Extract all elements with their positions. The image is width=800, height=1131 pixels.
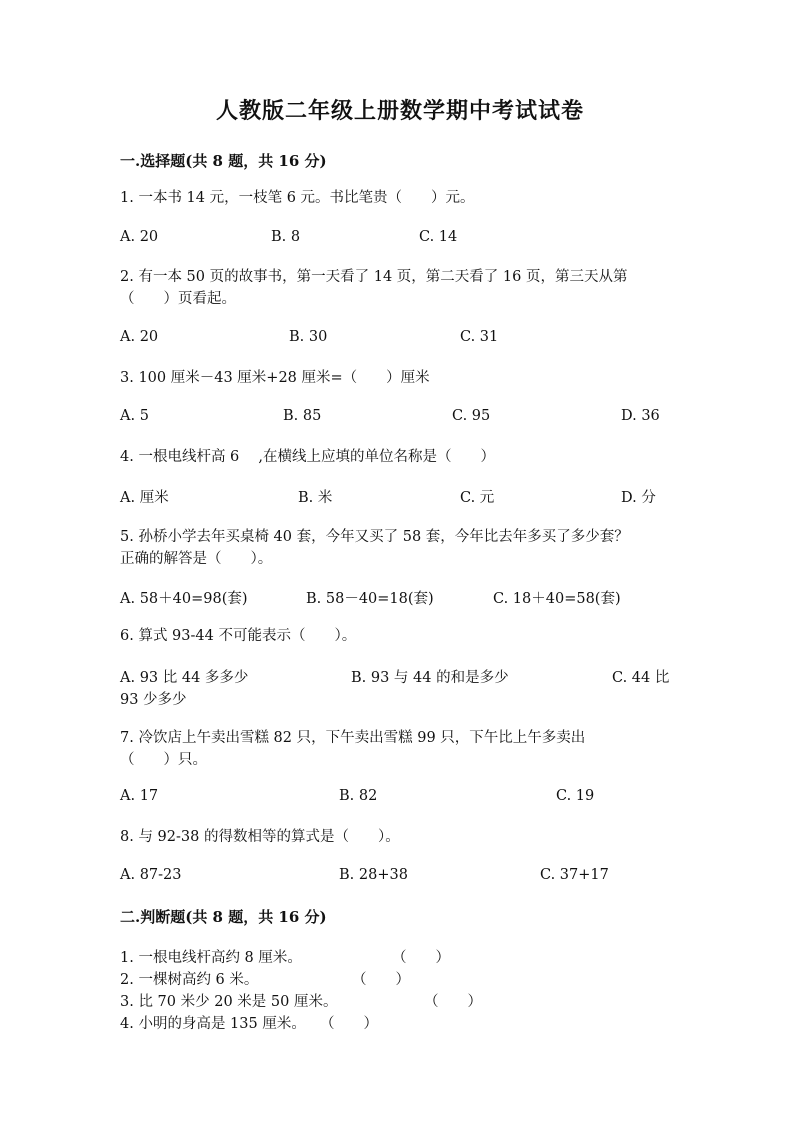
q4-option-b: B. 米 [298,490,333,506]
tf-item-1-blank: （ ） [392,950,450,966]
question-5-line2: 正确的解答是（ ）。 [120,551,273,567]
question-2-line1: 2. 有一本 50 页的故事书，第一天看了 14 页，第二天看了 16 页，第三天从第 [120,269,628,285]
tf-item-3: 3. 比 70 米少 20 米是 50 厘米。 [120,994,338,1010]
q1-option-b: B. 8 [271,229,301,245]
q1-option-c: C. 14 [419,229,458,245]
exam-title: 人教版二年级上册数学期中考试试卷 [215,98,584,124]
question-1: 1. 一本书 14 元，一枝笔 6 元。书比笔贵（ ）元。 [120,190,475,206]
question-5-line1: 5. 孙桥小学去年买桌椅 40 套，今年又买了 58 套，今年比去年多买了多少套？ [120,529,629,545]
question-4: 4. 一根电线杆高 6 ,在横线上应填的单位名称是（ ） [120,449,495,465]
section-heading-judgement: 二.判断题(共 8 题，共 16 分) [120,908,327,926]
q5-option-a: A. 58＋40=98(套) [120,591,248,607]
q8-option-c: C. 37+17 [540,867,609,883]
q7-option-a: A. 17 [120,788,159,804]
q8-option-b: B. 28+38 [339,867,408,883]
q4-option-a: A. 厘米 [120,490,169,506]
question-6: 6. 算式 93-44 不可能表示（ ）。 [120,628,357,644]
q6-option-b: B. 93 与 44 的和是多少 [351,670,509,686]
q2-option-b: B. 30 [289,329,328,345]
q3-option-a: A. 5 [120,408,149,424]
question-7-line1: 7. 冷饮店上午卖出雪糕 82 只，下午卖出雪糕 99 只，下午比上午多卖出 [120,730,586,746]
section-heading-choice: 一.选择题(共 8 题，共 16 分) [120,152,327,170]
tf-item-3-blank: （ ） [424,994,482,1010]
q3-option-c: C. 95 [452,408,491,424]
q7-option-c: C. 19 [556,788,595,804]
q6-option-a: A. 93 比 44 多多少 [120,670,249,686]
tf-item-4-blank: （ ） [320,1016,378,1032]
q4-option-c: C. 元 [460,490,495,506]
tf-item-1: 1. 一根电线杆高约 8 厘米。 [120,950,302,966]
q7-option-b: B. 82 [339,788,378,804]
question-8: 8. 与 92-38 的得数相等的算式是（ ）。 [120,829,400,845]
question-7-line2: （ ）只。 [120,752,207,768]
q1-option-a: A. 20 [120,229,159,245]
q5-option-c: C. 18＋40=58(套) [493,591,621,607]
tf-item-2-blank: （ ） [352,972,410,988]
q3-option-b: B. 85 [283,408,322,424]
q4-option-d: D. 分 [621,490,656,506]
question-3: 3. 100 厘米－43 厘米+28 厘米=（ ）厘米 [120,370,430,386]
q2-option-c: C. 31 [460,329,499,345]
q5-option-b: B. 58－40=18(套) [306,591,434,607]
q6-option-c: C. 44 比 [612,670,670,686]
tf-item-2: 2. 一棵树高约 6 米。 [120,972,259,988]
tf-item-4: 4. 小明的身高是 135 厘米。 [120,1016,306,1032]
q2-option-a: A. 20 [120,329,159,345]
q8-option-a: A. 87-23 [120,867,182,883]
q6-option-c-wrap: 93 少多少 [120,692,187,708]
question-2-line2: （ ）页看起。 [120,291,236,307]
q3-option-d: D. 36 [621,408,660,424]
